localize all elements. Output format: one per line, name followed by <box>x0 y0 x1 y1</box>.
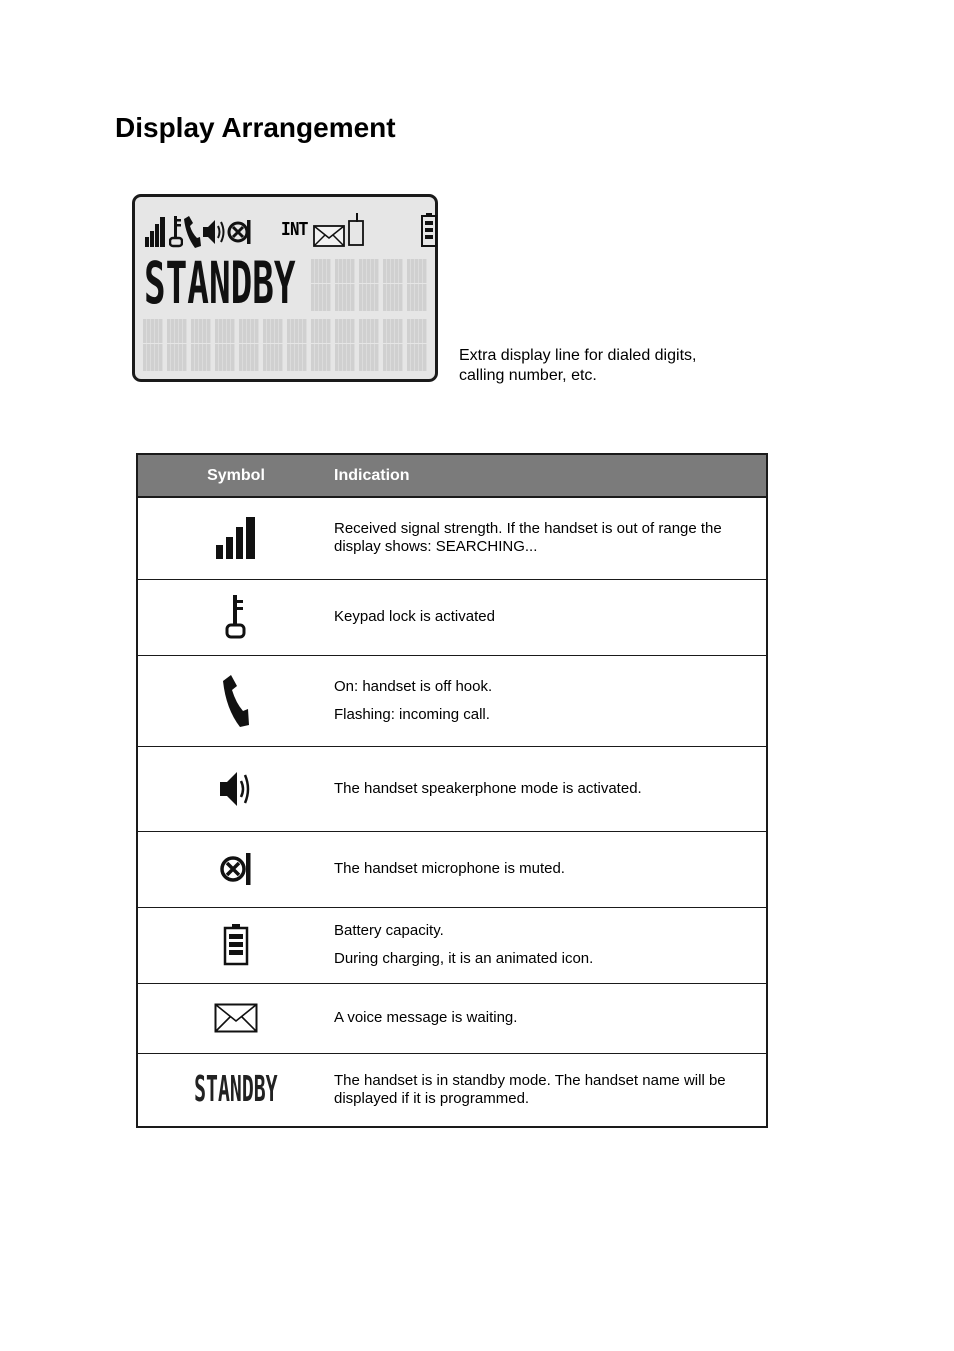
symbol-cell <box>137 1053 334 1127</box>
indication-cell <box>334 746 767 831</box>
display-caption <box>459 346 696 386</box>
indication-text: A voice message is waiting. <box>334 1009 518 1026</box>
lcd-int-label: INT <box>281 219 308 241</box>
symbol-cell <box>137 579 334 655</box>
indication-cell <box>334 655 767 746</box>
table-row <box>137 655 767 746</box>
mute-icon <box>219 851 253 887</box>
indication-cell <box>334 831 767 907</box>
speaker-icon <box>220 768 252 810</box>
envelope-icon <box>313 225 345 247</box>
handset-outline-icon <box>347 213 365 247</box>
indication-header: Indication <box>334 454 767 497</box>
symbol-cell <box>137 983 334 1053</box>
indication-text: Flashing: incoming call. <box>334 705 490 723</box>
symbol-cell <box>137 655 334 746</box>
table-row <box>137 831 767 907</box>
envelope-icon <box>214 1003 258 1033</box>
symbol-table <box>136 453 768 1128</box>
indication-text: On: handset is off hook. <box>334 677 493 695</box>
mute-icon <box>227 218 253 246</box>
indication-text: Keypad lock is activated <box>334 608 495 625</box>
speaker-icon <box>203 218 227 246</box>
indication-cell <box>334 1053 767 1127</box>
signal-strength-icon <box>215 517 257 559</box>
caption-line-1: Extra display line for dialed digits, <box>459 347 697 364</box>
lcd-main-text: STANDBY <box>144 249 296 317</box>
signal-icon <box>145 217 167 247</box>
lcd-display <box>132 194 438 382</box>
symbol-header: Symbol <box>137 454 334 497</box>
indication-cell <box>334 579 767 655</box>
handset-icon <box>221 675 251 727</box>
indication-text: Received signal strength. If the handset is out of range the display shows: SEARCHING... <box>334 520 722 556</box>
indication-text: Battery capacity. <box>334 922 444 939</box>
symbol-cell <box>137 831 334 907</box>
indication-cell <box>334 983 767 1053</box>
indication-text: The handset microphone is muted. <box>334 860 565 877</box>
key-icon <box>224 595 248 639</box>
handset-icon <box>183 216 201 248</box>
table-header-row <box>137 454 767 497</box>
symbol-cell <box>137 907 334 983</box>
key-icon <box>169 216 183 248</box>
indication-cell <box>334 497 767 579</box>
battery-icon <box>421 213 437 247</box>
table-row <box>137 746 767 831</box>
symbol-cell <box>137 746 334 831</box>
symbol-cell <box>137 497 334 579</box>
table-row <box>137 907 767 983</box>
table-row <box>137 1053 767 1127</box>
indication-text: The handset is in standby mode. The handset name will be displayed if it is programmed. <box>334 1071 726 1107</box>
caption-line-2: calling number, etc. <box>459 367 597 384</box>
lcd-extra-line <box>143 319 427 371</box>
battery-icon <box>223 924 249 966</box>
table-row <box>137 983 767 1053</box>
table-row <box>137 579 767 655</box>
indication-cell <box>334 907 767 983</box>
indication-text: The handset speakerphone mode is activated. <box>334 779 642 797</box>
table-row <box>137 497 767 579</box>
indication-text: During charging, it is an animated icon. <box>334 950 594 967</box>
page-title: Display Arrangement <box>115 112 396 143</box>
standby-text: STANDBY <box>194 1068 278 1110</box>
